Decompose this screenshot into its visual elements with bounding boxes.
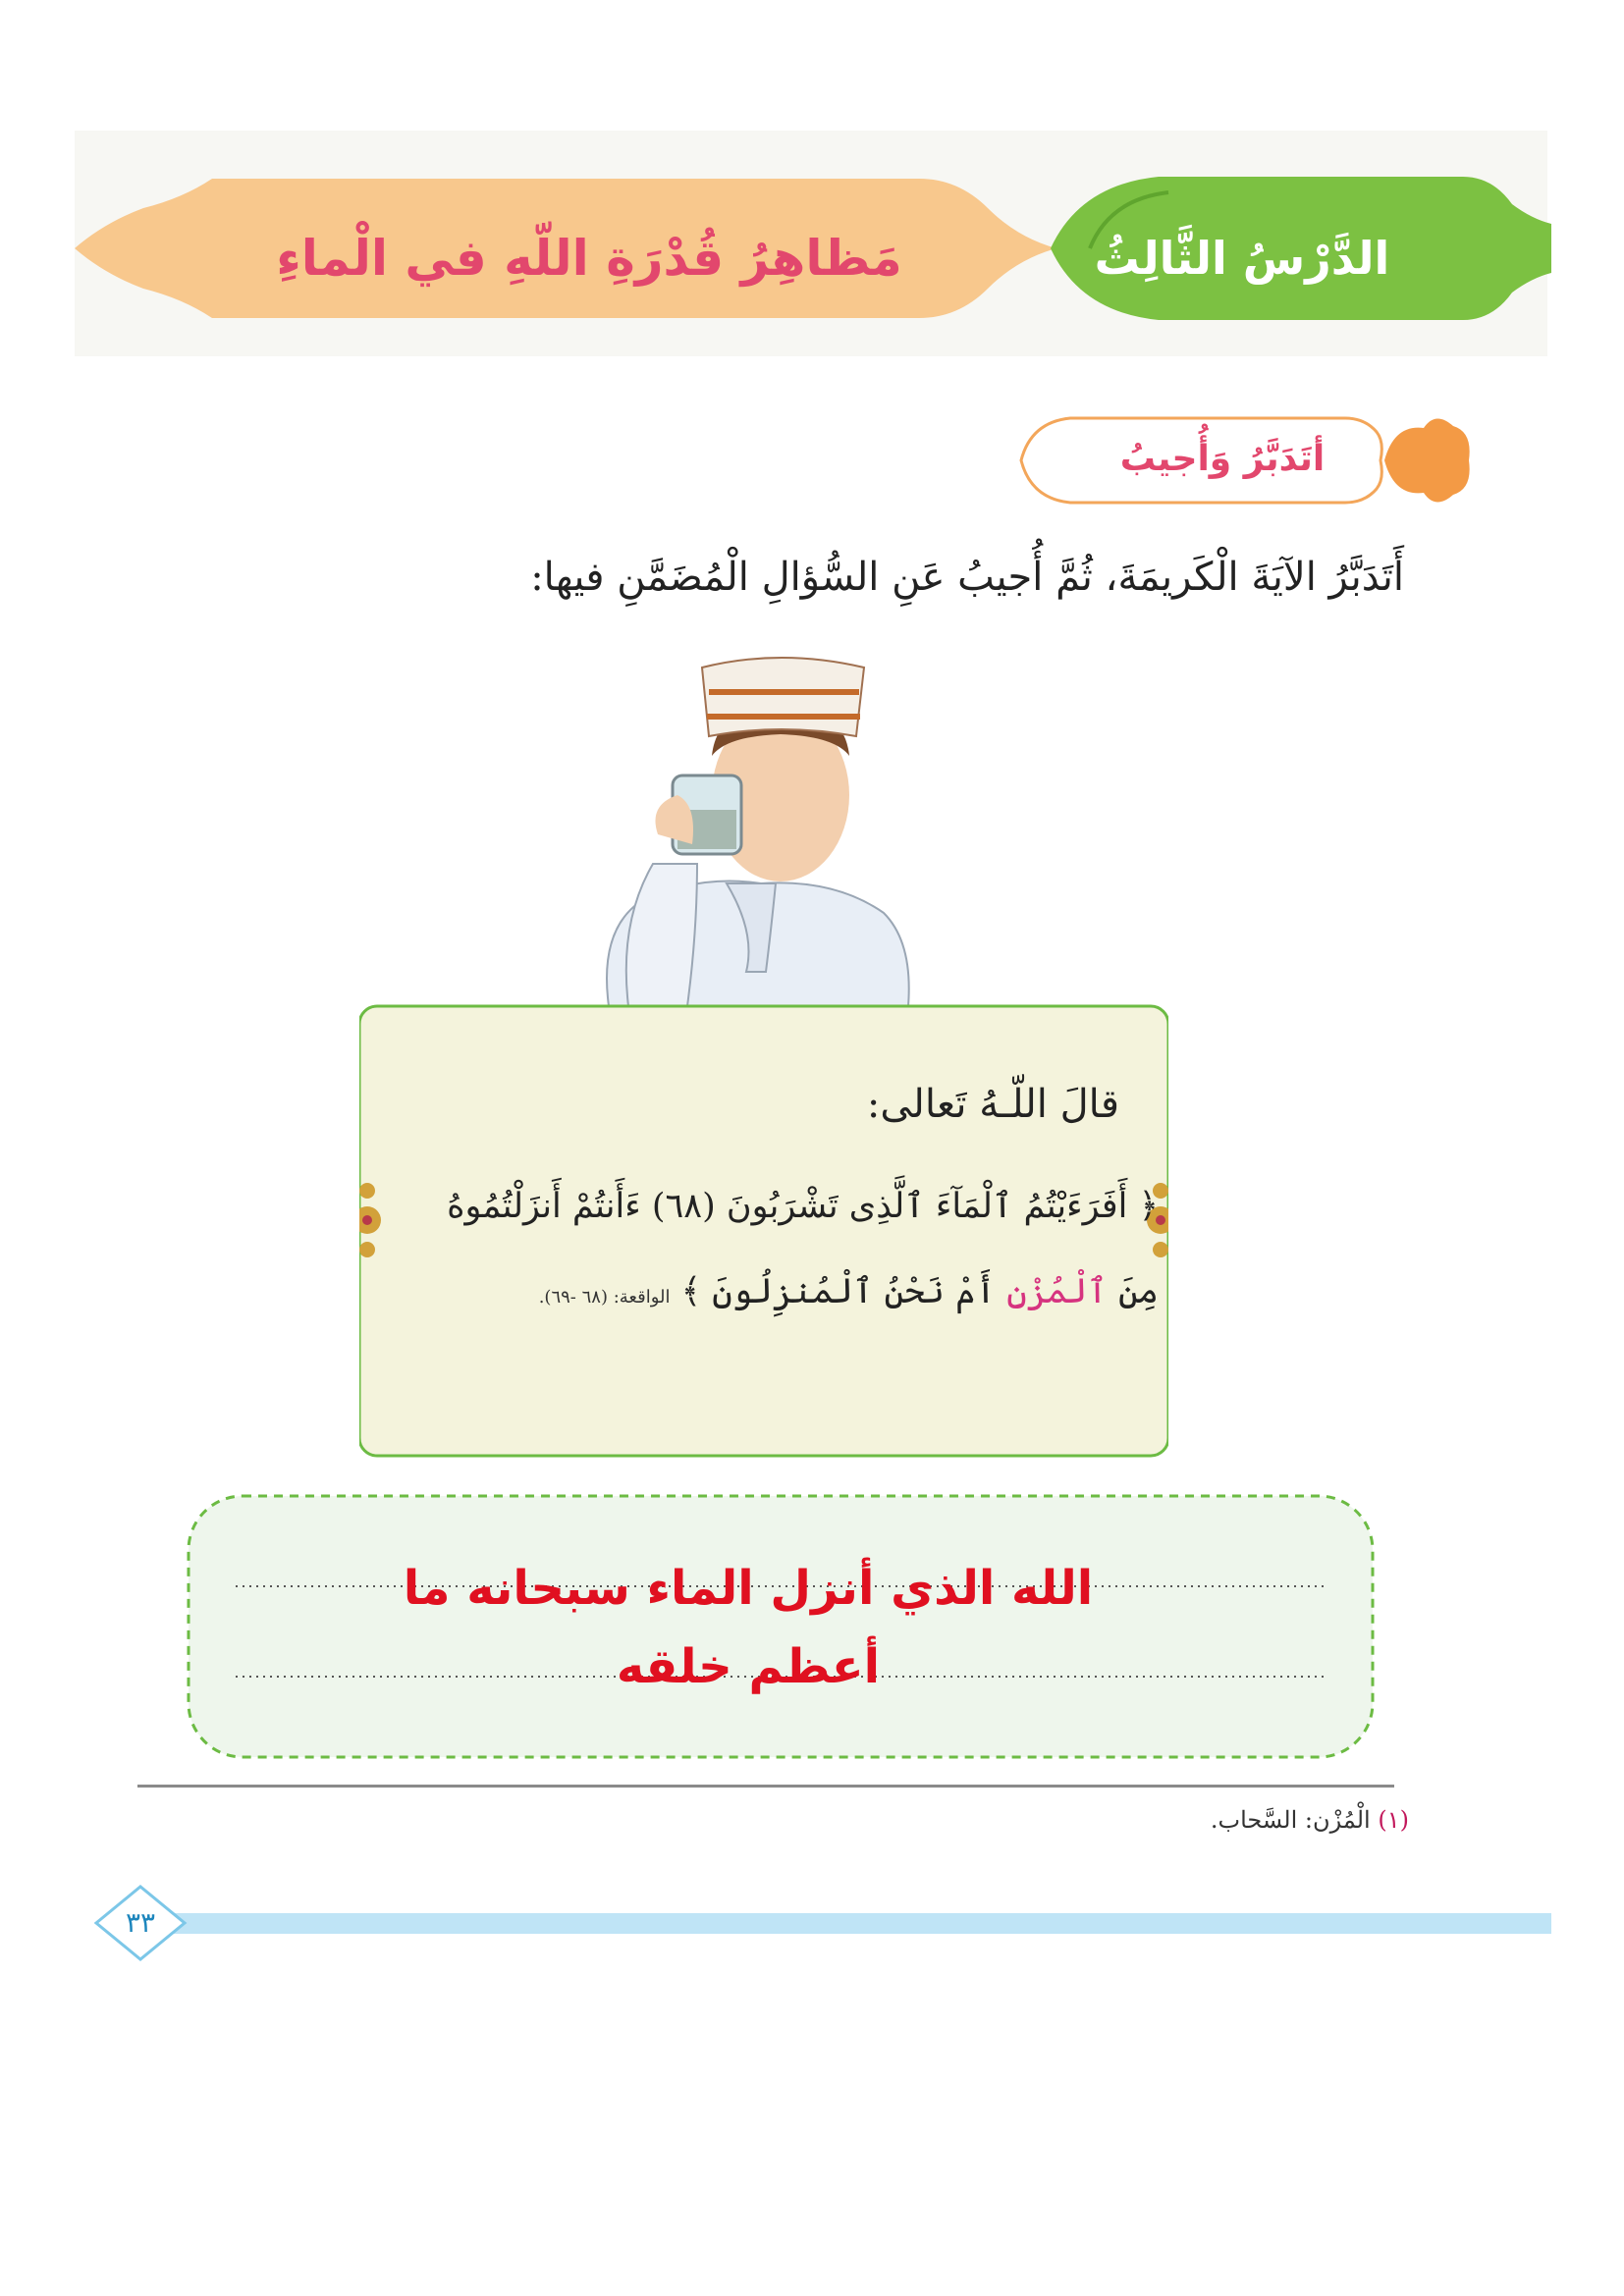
- verse-line-2-start: مِنَ: [1117, 1272, 1159, 1311]
- lesson-title: مَظاهِرُ قُدْرَةِ اللّهِ في الْماءِ: [276, 230, 902, 287]
- ayah-number-68: (٦٨): [651, 1187, 716, 1226]
- verse-reference: الواقعة: (٦٨ -٦٩).: [538, 1287, 671, 1308]
- boy-drinking-water-illustration: [599, 638, 923, 1006]
- footnote: [1031, 1800, 1409, 1840]
- verse-highlight-word: ٱلْمُزْنِ: [1006, 1272, 1108, 1311]
- page-number: ٣٣: [125, 1906, 156, 1939]
- verse-open-bracket: ﴿: [1138, 1187, 1159, 1226]
- footnote-divider: [137, 1785, 1394, 1788]
- answer-text: الله الذي أنزل الماء سبحانه ما أعظم خلقه: [403, 1561, 1094, 1694]
- verse-line-1: [412, 1172, 1159, 1241]
- footnote-number: (١): [1378, 1806, 1409, 1834]
- page-footer-stripe: [147, 1913, 1551, 1934]
- verse-close-bracket: ﴾: [680, 1272, 702, 1311]
- verse-line-1-text: أَفَرَءَيْتُمُ ٱلْمَآءَ ٱلَّذِى تَشْرَبُونَ: [726, 1187, 1128, 1226]
- verse-line-1-end: ءَأَنتُمْ أَنزَلْتُمُوهُ: [447, 1187, 641, 1226]
- verse-intro: قالَ اللّـهُ تَعالى:: [866, 1082, 1119, 1127]
- verse-line-2-rest: أَمْ نَحْنُ ٱلْمُنزِلُونَ: [712, 1272, 997, 1311]
- verse-line-2: [412, 1257, 1159, 1326]
- footnote-text: الْمُزْن: السَّحاب.: [1210, 1806, 1371, 1834]
- section-heading-label: أتَدَبَّرُ وَأُجيبُ: [1119, 439, 1326, 479]
- instruction-text: أَتَدَبَّرُ الآيَةَ الْكَريمَةَ، ثُمَّ أُجيبُ عَنِ السُّؤالِ الْمُضَمَّنِ فيها:: [530, 555, 1404, 600]
- lesson-number-label: الدَّرْسُ الثَّالِثُ: [1094, 232, 1390, 285]
